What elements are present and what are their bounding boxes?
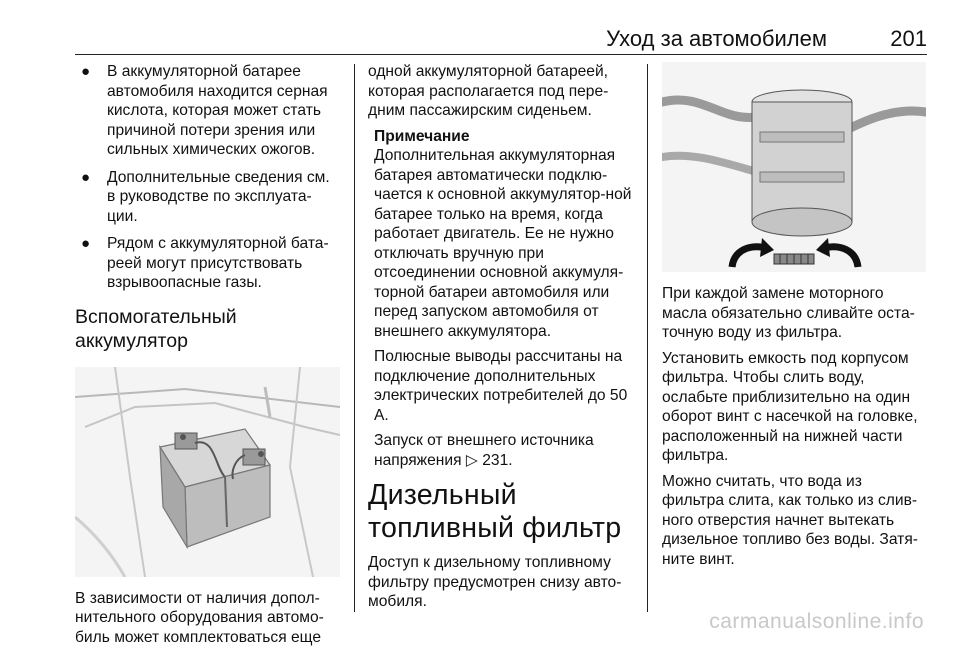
paragraph: В зависимости от наличия допол-нительного оборудования автомо-биль может комплектоваться еще: [75, 589, 324, 646]
auxiliary-battery-illustration: [75, 367, 340, 577]
bullet-text: Рядом с аккумуляторной бата-реей могут присутствовать взрывоопасные газы.: [107, 235, 329, 291]
paragraph: При каждой замене моторного масла обязательно сливайте оста-точную воду из фильтра.: [662, 285, 915, 341]
note-heading: Примечание: [374, 127, 470, 145]
paragraph: Установить емкость под корпусом фильтра. Чтобы слить воду, ослабьте приблизительно на один оборот винт с насечкой на головке, расположенный на нижней части фильтра.: [662, 349, 918, 464]
reference-arrow-icon: ▷: [465, 451, 478, 469]
bullet-text: Дополнительные сведения см. в руководстве по эксплуата-ции.: [107, 168, 330, 225]
list-item: [75, 62, 340, 160]
list-item: [75, 234, 340, 293]
column-divider: [354, 64, 355, 612]
bullet-text: В аккумуляторной батарее автомобиля находится серная кислота, которая может стать причиной потери зрения или сильных химических ожогов.: [107, 63, 328, 158]
column-divider: [647, 64, 648, 612]
bullet-icon: ●: [81, 168, 91, 186]
paragraph-text: Запуск от внешнего источника напряжения: [374, 432, 594, 469]
paragraph: Запуск от внешнего источника напряжения ▷ 231.: [374, 432, 594, 469]
page-reference[interactable]: 231: [482, 451, 509, 469]
column-right: [662, 62, 926, 575]
fuel-filter-illustration: [662, 62, 926, 272]
paragraph: Полюсные выводы рассчитаны на подключение дополнительных электрических потребителей до 50 A.: [374, 348, 628, 424]
bullet-icon: ●: [81, 235, 91, 252]
page-header: [75, 20, 927, 55]
watermark: carmanualsonline.info: [709, 610, 924, 633]
paragraph: Доступ к дизельному топливному фильтру предусмотрен снизу авто-мобиля.: [368, 554, 622, 610]
list-item: [75, 168, 340, 227]
note-body: Дополнительная аккумуляторная батарея автоматически подклю-чается к основной аккумулятор-ной батарее только на время, когда работает двигатель. Ее не нужно отключать вручную при отсоединении основной аккумуля-торной батареи автомобиля или перед запуском автомобиля от внешнего аккумулятора.: [374, 147, 632, 340]
bullet-icon: ●: [81, 63, 91, 80]
diesel-filter-heading: Дизельный топливный фильтр: [368, 479, 622, 544]
paragraph: одной аккумуляторной батареей, которая располагается под пере-дним пассажирским сиденьем.: [368, 63, 609, 119]
column-left: [75, 62, 340, 653]
page-title: Уход за автомобилем: [606, 26, 827, 51]
paragraph: Можно считать, что вода из фильтра слита, как только из слив-ного отверстия начнет вытекать дизельное топливо без воды. Затя-ните винт.: [662, 472, 918, 568]
column-middle: [368, 62, 633, 618]
page-number: 201: [890, 26, 927, 51]
auxiliary-battery-heading: Вспомогательный аккумулятор: [75, 305, 237, 352]
